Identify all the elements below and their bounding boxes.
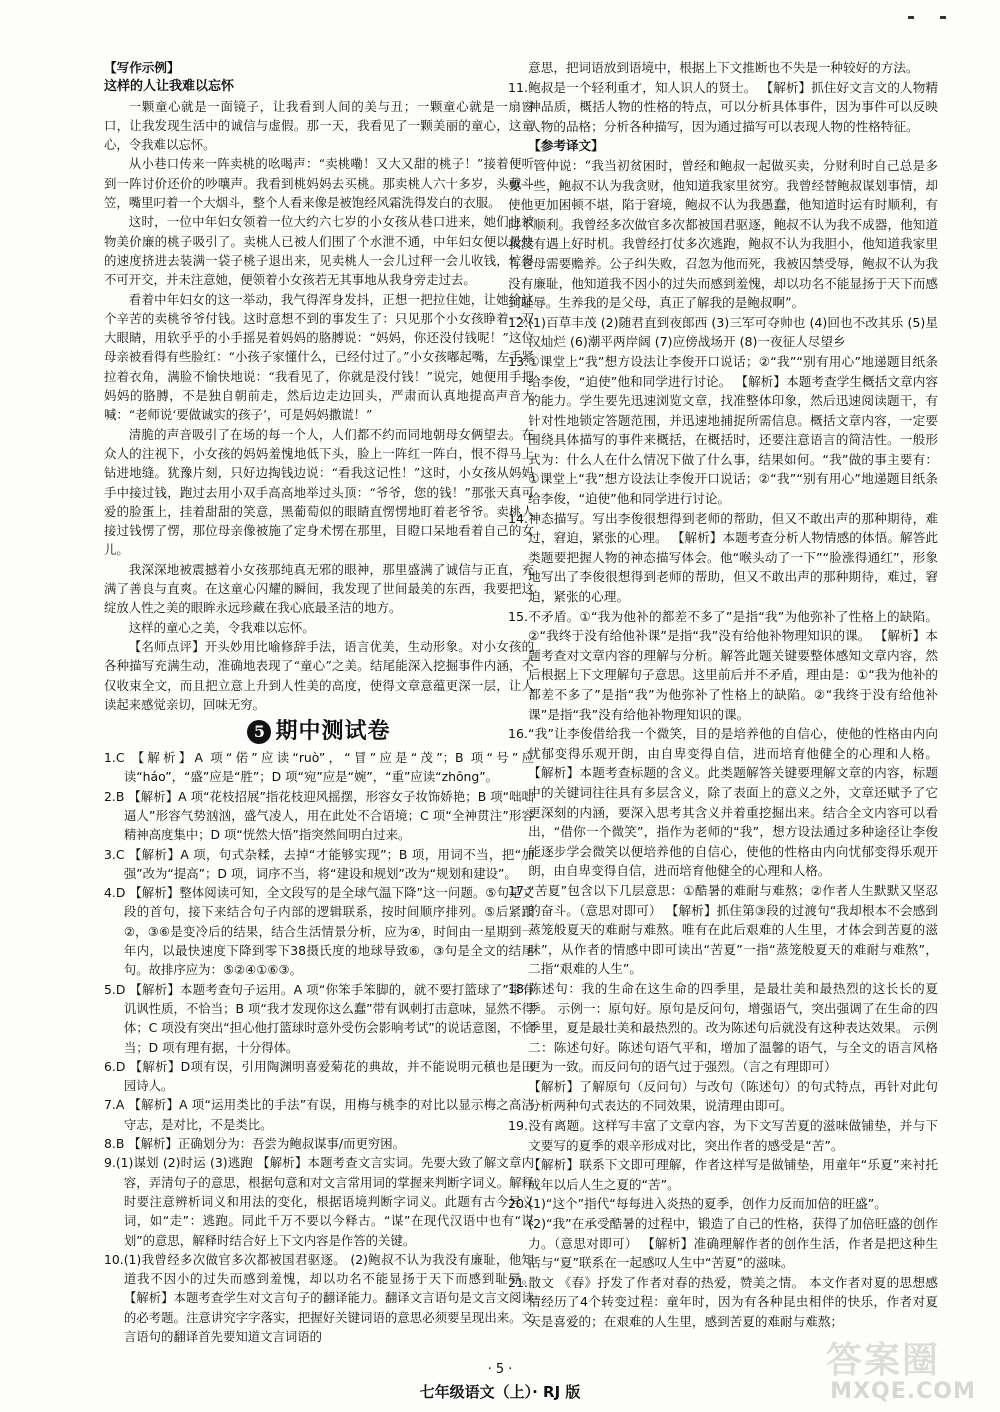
answer-item: 9.(1)谋划 (2)时运 (3)逃跑 【解析】本题考查文言实词。先要大致了解文章内容，弄清句子的意思，根据句意和对文言常用词的掌握来判断字词义。解释时要注意辨析词义和用法的变化，根据语境判断字词义。此题有古今异义词，如“走”：逃跑。同此千万不要以今释古。“谋”在现代汉语中也有“谋划”的意思，解释时结合好上下文内容是作答的关键。: [104, 1155, 534, 1248]
answer-item: 4.D 【解析】整体阅读可知，全文段写的是全球气温下降”这一问题。⑤句是文段的首句，接下来结合句子内部的逻辑联系，按时间顺序排列。⑤后紧跟②，③⑥是变冷后的结果，结合生活情景分析，应为④，时间由一星期到一年内，以最快速度下降到零下38摄氏度的地球导致⑥，③句是全文的结尾句。故排序应为：⑤②④①⑥③。: [104, 885, 534, 978]
answer-item-continued: 意思，把词语放到语境中，根据上下文推断也不失是一种较好的方法。: [528, 60, 919, 75]
essay-paragraph: 从小巷口传来一阵卖桃的吆喝声：“卖桃嘞！又大又甜的桃子！”接着便听到一阵讨价还价的吵嚷声。我看到桃妈妈去买桃。那卖桃人六十多岁，头戴斗笠，嘴里叼着一个大烟斗，整个人看来像是被饱经风霜洗得发白的衣服。: [104, 156, 534, 211]
essay-paragraph: 这时，一位中年妇女领着一位大约六七岁的小女孩从巷口进来，她们也被物美价廉的桃子吸引了。卖桃人已被人们围了个水泄不通，中年妇女便以最快的速度挤进去装满一袋子桃子退出来，见卖桃人一会儿过秤一会儿收钱，忙得不可开交，并未注意她，便领着小女孩若无其事地从我身旁走过去。: [104, 214, 534, 288]
essay-paragraph: 清脆的声音吸引了在场的每一个人，人们都不约而同地朝母女俩望去。在众人的注视下，小女孩的妈妈羞愧地低下头，脸上一阵红一阵白，恨不得马上钻进地缝。犹豫片刻，只好边掏钱边说：“看我这记性！”这时，小女孩从妈妈手中接过钱，跑过去用小双手高高地举过头顶：“爷爷，您的钱！”那张天真可爱的脸蛋上，挂着甜甜的笑意，黑葡萄似的眼睛直愣愣地盯着老爷爷。卖桃人接过钱愣了愣，那位母亲像被施了定身术愣在那里，目瞪口呆地看着自己的女儿。: [104, 426, 534, 558]
answer-item: 2.B 【解析】A 项“花枝招展”指花枝迎风摇摆，形容女子妆饰娇艳；B 项“咄咄逼人”形容气势汹汹，盛气凌人，用在此处不合语境；C 项“全神贯注”形容精神高度集中；D 项“恍然大悟”指突然间明白过来。: [104, 788, 534, 843]
essay-paragraph: 这样的童心之美，令我难以忘怀。: [128, 619, 315, 635]
answer-item: 17.“苦夏”包含以下几层意思：①酷暑的难耐与难熬；②作者人生默默又坚忍的奋斗。（意思对即可） 【解析】抓住第③段的过渡句“我却根本不会感到蒸笼般夏天的难耐与难熬。唯有在此后艰难的人生里，才体会到苦夏的滋味”，从作者的情感中即可读出“苦夏”一指“蒸笼般夏天的难耐与难熬”，二指“艰难的人生”。: [508, 882, 938, 977]
print-mark: [908, 16, 914, 19]
answer-item: 20.(1)“这个”指代“每每进入炎热的夏季，创作力反而加倍的旺盛”。: [508, 1196, 887, 1212]
teacher-comment: 【名师点评】开头妙用比喻修辞手法，语言优美，生动形象。对小女孩的各种描写充满生动，准确地表现了“童心”之美。结尾能深入挖掘事件内涵，不仅收束全文，而且把立意上升到人性美的高度，使得文章意蕴更深一层，让人读起来感觉亲切，回味无穷。: [104, 638, 534, 712]
answer-item: 8.B 【解析】正确划分为：吾尝为鲍叔谋事/而更穷困。: [104, 1136, 406, 1152]
answer-item: 19.没有离题。这样写丰富了文章内容，为下文写苦夏的滋味做铺垫，并与下文要写的夏季的艰辛形成对比，突出作者的感受是“苦”。: [508, 1118, 938, 1153]
page-number: · 5 ·: [487, 1362, 513, 1377]
print-mark: [940, 16, 946, 19]
answer-item: 12.(1)百草丰茂 (2)随君直到夜郎西 (3)三军可夺帅也 (4)回也不改其乐 (5)星汉灿烂 (6)潮平两岸阔 (7)应傍战场开 (8)一夜征人尽望乡: [508, 314, 938, 350]
answer-item: 7.A 【解析】A 项“运用类比的手法”有误，用梅与桃李的对比以显示梅之高洁守志，是对比，不是类比。: [104, 1097, 534, 1132]
essay-title: 这样的人让我难以忘怀: [104, 79, 235, 95]
answer-item: 1.C 【解析】A 项“偌”应读“ruò”，“冒”应是“茂”；B 项“号”应读“háo”，“盛”应是“胜”；D 项“宛”应是“婉”，“重”应读“zhōng”。: [104, 750, 534, 785]
essay-paragraph: 我深深地被震撼着小女孩那纯真无邪的眼神，那里盛满了诚信与正直，充满了善良与直爽。在这童心闪耀的瞬间，我发现了世间最美的东西，我要把这绽放人性之美的眼眸永远珍藏在我心底最圣洁的地方。: [104, 561, 534, 616]
answer-item: 16.“我”让李俊借给我一个微笑，目的是培养他的自信心，使他的性格由内向忧郁变得乐观开朗，由自卑变得自信，进而培育他健全的心理和人格。 【解析】本题考查标题的含义。此类题解答关键要理解文章的内容，标题中的关键词往往具有多层含义，除了表面上的意义之外，文章还赋予了它更深刻的内涵，要深入思考其含义并着重挖掘出来。结合全文内容可以看出，“借你一个微笑”，指作为老师的“我”，想方设法通过多种途径让李俊能逐步学会微笑以便培养他的自信心，使他的性格由内向忧郁变得乐观开朗，由自卑变得自信，进而培育他健全的心理和人格。: [508, 726, 938, 879]
essay-paragraph: 一颗童心就是一面镜子，让我看到人间的美与丑；一颗童心就是一扇窗口，让我发现生活中的诚信与虚假。那一天，我看见了一颗美丽的童心，这童心，令我难以忘怀。: [104, 98, 534, 153]
answer-item: 13.①课堂上“我”想方设法让李俊开口说话；②“我”“别有用心”地递题目纸条给李俊，“迫使”他和同学进行讨论。 【解析】本题考查学生概括文章内容的能力。学生要先迅速浏览文章，找准整体印象，然后迅速阅读题干，有针对性地锁定答题范围，并迅速地捕捉所需信息。概括文章内容，一定要围绕具体描写的事件来概括，在概括时，还要注意语言的简洁性。一般形式为：什么人在什么情况下做了什么事，结果如何。“我”做的事主要有：①课堂上“我”想方设法让李俊开口说话；②“我”“别有用心”地递题目纸条给李俊，“迫使”他和同学进行讨论。: [508, 353, 938, 507]
answer-item: 14.神态描写。写出李俊很想得到老师的帮助，但又不敢出声的那种期待，难过，窘迫，紧张的心理。 【解析】本题考查分析人物情感的体悟。解答此类题要把握人物的神态描写体会。他“喉头动了一下”“脸涨得通红”，形象地写出了李俊很想得到老师的帮助，但又不敢出声的那种期待，难过，窘迫，紧张的心理。: [508, 510, 938, 605]
answer-item: 21.散文 《春》抒发了作者对春的热爱，赞美之情。 本文作者对夏的思想感情经历了4个转变过程：童年时，因为有各种昆虫相伴的快乐，作者对夏天是喜爱的；在艰难的人生里，感到苦夏的难耐与难熬；: [508, 1274, 938, 1329]
watermark-mark: 答案圈: [826, 1340, 941, 1381]
book-title: 七年级语文（上）· RJ 版: [419, 1383, 581, 1401]
answer-item: 5.D 【解析】本题考查句子运用。A 项“你笨手笨脚的，就不要打篮球了”带有讥讽性质，不恰当；B 项“我才发现你这么蠢”带有讽刺打击意味，显然不得体；C 项没有突出“担心他打篮球时意外受伤会影响考试”的说话意图，不恰当；D 项有理有据，十分得体。: [104, 981, 534, 1055]
answer-analysis: 【解析】了解原句（反问句）与改句（陈述句）的句式特点，再针对此句分析两种句式表达的不同效果，说清理由即可。: [528, 1078, 938, 1114]
section-number-badge: 5: [247, 720, 271, 744]
watermark-logo: [818, 1332, 988, 1404]
answer-item: 3.C 【解析】A 项，句式杂糅，去掉“才能够实现”；B 项，用词不当，把“加强”改为“提高”；D 项，词序不当，将“建设和规划”改为“规划和建设”。: [104, 846, 534, 881]
answer-item-part: (2)“我”在承受酷暑的过程中，锻造了自己的性格，获得了加倍旺盛的创作力。（意思对即可） 【解析】准确理解作者的创作生活，作者是把这种生活与“夏”联系在一起感叹人生中“苦夏”的滋味。: [528, 1216, 938, 1271]
answer-analysis: 【解析】联系下文即可理解，作者这样写是做铺垫，用童年“乐夏”来衬托成年以后人生之夏的“苦”。: [528, 1157, 938, 1192]
right-column: [508, 58, 938, 1332]
essay-paragraph: 看着中年妇女的这一举动，我气得浑身发抖，正想一把拉住她，让她给这个辛苦的卖桃爷爷付钱。这时意想不到的事发生了：只见那个小女孩睁着一双大眼睛，用软乎乎的小手摇晃着妈妈的胳膊说：“妈妈，你还没付钱呢！”这位母亲被看得有些脸红：“小孩子家懂什么，已经付过了。”小女孩嘟起嘴，左手紧拉着衣角，满脸不愉快地说：“我看见了，你就是没付钱！”说完，她便用手把妈妈的胳膊，不是独自朝前走，然后边走边回头，严肃而认真地提高声音大喊：“老师说‘要做诚实的孩子’，可是妈妈撒谎！”: [104, 291, 534, 423]
answer-item: 18.陈述句：我的生命在这生命的四季里，是最壮美和最热烈的这长长的夏季。 示例一：原句好。原句是反问句，增强语气，突出强调了在生命的四季里，夏是最壮美和最热烈的。改为陈述句后就没有这种表达效果。 示例二：陈述句好。陈述句语气平和，增加了温馨的语气，与全文的语言风格更为一致。而反问句的语气过于强烈。（言之有理即可）: [508, 980, 938, 1075]
answer-item: 15.不矛盾。①“我为他补的都差不多了”是指“我”为他弥补了性格上的缺陷。②“我终于没有给他补课”是指“我”没有给他补物理知识的课。 【解析】本题考查对文章内容的理解与分析。解答此题关键要整体感知文章内容，然后根据上下文理解句子意思。这里前后并不矛盾，理由是：①“我为他补的都差不多了”是指“我”为他弥补了性格上的缺陷。②“我终于没有给他补课”是指“我”没有给他补物理知识的课。: [508, 608, 938, 722]
reference-translation-label: 【参考译文】: [528, 138, 604, 154]
section-header: [104, 720, 534, 744]
section-title: 期中测试卷: [275, 718, 391, 745]
watermark-url: MXQE.COM: [830, 1379, 976, 1404]
left-column: [104, 58, 534, 1346]
answer-item: 6.D 【解析】D项有误，引用陶渊明喜爱菊花的典故，并不能说明元稹也是田园诗人。: [104, 1058, 534, 1094]
answer-item: 11.鲍叔是一个轻利重才，知人识人的贤士。 【解析】抓住好文言文的人物精神品质，概括人物的性格的特点，可以分析具体事件，因为事件可以反映人物的品格；分析各种描写，因为通过描写可以表现人物的性格特征。: [508, 79, 938, 134]
reference-translation: 管仲说：“我当初贫困时，曾经和鲍叔一起做买卖，分财利时自己总是多要一些，鲍叔不认为我贪财，他知道我家里贫穷。我曾经替鲍叔谋划事情，却使他更加困顿不堪，陷于窘境，鲍叔不认为我愚蠢，他知道时运有时顺利，有时不顺利。我曾经多次做官多次都被国君驱逐，鲍叔不认为我不成器，他知道我没有遇上好时机。我曾经打仗多次逃跑，鲍叔不认为我胆小，他知道我家里有老母需要赡养。公子纠失败，召忽为他而死，我被囚禁受辱，鲍叔不认为我没有廉耻，他知道我不因小的过失而感到羞愧，却以功名不能显扬于天下而感到耻辱。生养我的是父母，真正了解我的是鲍叔啊”。: [508, 157, 938, 311]
answer-item: 10.(1)我曾经多次做官多次都被国君驱逐。 (2)鲍叔不认为我没有廉耻，他知道我不因小的过失而感到羞愧，却以功名不能显扬于天下而感到耻辱。 【解析】本题考查学生对文言句子的翻译能力。翻译文言语句是文言文阅读的必考题。注意讲究字字落实，把握好关键词语的意思必须要呈现出来。文言语句的翻译首先要知道文言词语的: [104, 1251, 534, 1344]
writing-sample-label: 【写作示例】: [104, 60, 180, 75]
